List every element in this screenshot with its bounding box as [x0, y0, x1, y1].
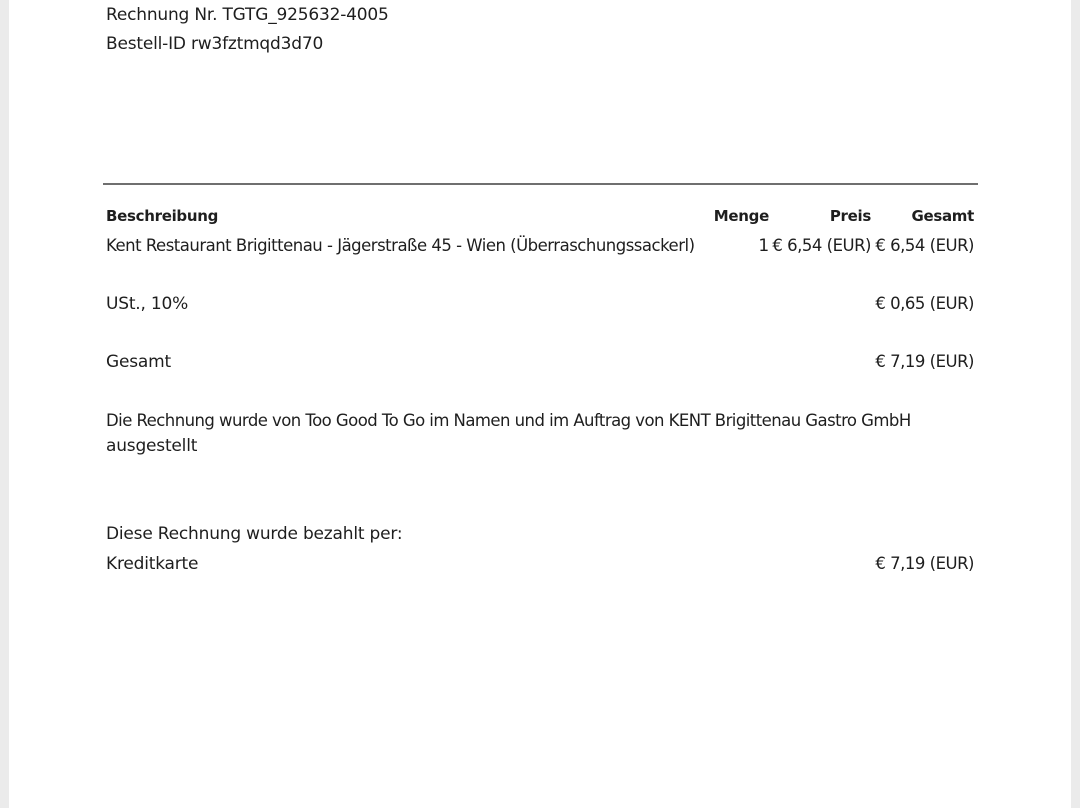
item-price: € 6,54 (EUR) — [772, 236, 871, 255]
total-amount: € 7,19 (EUR) — [875, 352, 974, 371]
tax-label: USt., 10% — [106, 294, 189, 314]
column-header-total: Gesamt — [911, 207, 974, 225]
order-id: Bestell-ID rw3fztmqd3d70 — [106, 34, 324, 54]
tax-amount: € 0,65 (EUR) — [875, 294, 974, 313]
table-divider — [103, 183, 978, 185]
payment-method: Kreditkarte — [106, 554, 199, 574]
column-header-price: Preis — [829, 207, 871, 225]
invoice-number: Rechnung Nr. TGTG_925632-4005 — [106, 5, 389, 25]
column-header-quantity: Menge — [713, 207, 769, 225]
item-quantity: 1 — [758, 236, 769, 256]
column-header-description: Beschreibung — [106, 207, 219, 225]
item-description: Kent Restaurant Brigittenau - Jägerstraße 45 - Wien (Überraschungssackerl) — [106, 236, 695, 255]
payment-heading: Diese Rechnung wurde bezahlt per: — [106, 524, 403, 544]
payment-amount: € 7,19 (EUR) — [875, 554, 974, 573]
issuer-note-line-1: Die Rechnung wurde von Too Good To Go im Namen und im Auftrag von KENT Brigittenau Gastro GmbH — [106, 411, 911, 430]
issuer-note-line-2: ausgestellt — [106, 436, 198, 456]
total-label: Gesamt — [106, 352, 171, 372]
invoice-page — [9, 0, 1071, 808]
item-total: € 6,54 (EUR) — [875, 236, 974, 255]
